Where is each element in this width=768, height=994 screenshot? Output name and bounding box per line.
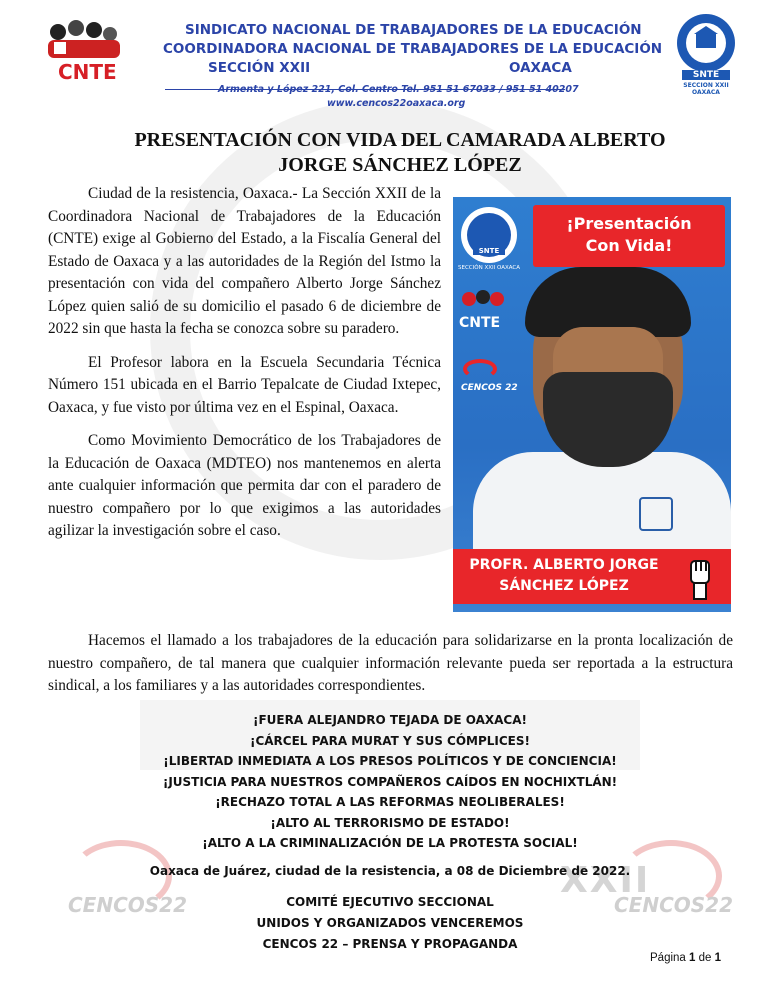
- slogan-item: ¡ALTO AL TERRORISMO DE ESTADO!: [270, 815, 510, 830]
- poster-headline: [533, 205, 725, 267]
- poster-cnte-text: CNTE: [459, 315, 501, 331]
- body-full: [48, 630, 733, 709]
- snte-logo: [668, 12, 744, 98]
- poster-name-1: PROFR. ALBERTO JORGE: [469, 557, 659, 573]
- signature-line-2: UNIDOS Y ORGANIZADOS VENCEREMOS: [256, 916, 524, 930]
- poster-portrait-shirt: [473, 452, 731, 552]
- raised-fist-icon: [675, 551, 725, 601]
- slogan-item: ¡FUERA ALEJANDRO TEJADA DE OAXACA!: [253, 713, 527, 727]
- title-line1: PRESENTACIÓN CON VIDA DEL CAMARADA ALBERTO: [134, 129, 666, 151]
- slogan-item: ¡ALTO A LA CRIMINALIZACIÓN DE LA PROTESTA SOCIAL!: [202, 836, 578, 850]
- page-number-sep: de: [698, 952, 712, 964]
- poster-name-2: SÁNCHEZ LÓPEZ: [499, 578, 629, 594]
- signature-line-3: CENCOS 22 – PRENSA Y PROPAGANDA: [262, 937, 518, 951]
- poster-snte-text: SNTE: [473, 247, 505, 255]
- poster-headline-1: ¡Presentación: [566, 214, 692, 233]
- snte-logo-sub2: OAXACA: [692, 89, 720, 96]
- header-address: Armenta y López 221, Col. Centro Tel. 951 51 67033 / 951 51 40207: [218, 84, 579, 95]
- closing-date: Oaxaca de Juárez, ciudad de la resistencia, a 08 de Diciembre de 2022.: [149, 864, 631, 878]
- missing-person-poster: [453, 197, 731, 612]
- poster-name: [459, 555, 669, 597]
- snte-logo-sub1: SECCION XXII: [683, 82, 729, 89]
- page-number-total: 1: [714, 952, 722, 964]
- paragraph-2: El Profesor labora en la Escuela Secundaria Técnica Número 151 ubicada en el Barrio Tepalcate de Ciudad Ixtepec, Oaxaca, y fue visto por última vez en el Espinal, Oaxaca.: [48, 353, 441, 416]
- title-line2: JORGE SÁNCHEZ LÓPEZ: [278, 154, 522, 176]
- poster-cencos-text: CENCOS 22: [461, 383, 518, 393]
- watermark-cencos-left: CENCOS22: [68, 893, 187, 917]
- snte-logo-text: SNTE: [682, 70, 730, 80]
- paragraph-3: Como Movimiento Democrático de los Trabajadores de la Educación de Oaxaca (MDTEO) nos mantenemos en alerta ante cualquier información que permita dar con el paradero de nuestro compañero por lo que exigimos a las autoridades agilizar la investigación sobre el caso.: [48, 432, 441, 539]
- page-number-prefix: Página: [650, 952, 686, 964]
- header-line1: SINDICATO NACIONAL DE TRABAJADORES DE LA EDUCACIÓN: [185, 22, 642, 38]
- page-number-current: 1: [689, 952, 696, 964]
- slogan-item: ¡RECHAZO TOTAL A LAS REFORMAS NEOLIBERALES!: [215, 795, 565, 809]
- page-number: [650, 952, 721, 964]
- body-column: [48, 183, 441, 554]
- poster-cencos-swirl: [463, 359, 497, 379]
- header-section: SECCIÓN XXII: [208, 60, 311, 76]
- header-state: OAXACA: [509, 60, 572, 76]
- poster-snte-sub: SECCIÓN XXII OAXACA: [457, 265, 521, 271]
- header-line2: COORDINADORA NACIONAL DE TRABAJADORES DE LA EDUCACIÓN: [163, 41, 663, 57]
- watermark-xxii: XXII: [560, 860, 651, 901]
- slogan-item: ¡JUSTICIA PARA NUESTROS COMPAÑEROS CAÍDOS EN NOCHIXTLÁN!: [162, 774, 618, 789]
- header-website: www.cencos22oaxaca.org: [327, 98, 466, 109]
- poster-headline-2: Con Vida!: [585, 236, 673, 255]
- signature-line-1: COMITÉ EJECUTIVO SECCIONAL: [286, 895, 494, 909]
- cnte-logo: [40, 18, 132, 88]
- cnte-logo-text: CNTE: [58, 60, 117, 84]
- slogan-item: ¡LIBERTAD INMEDIATA A LOS PRESOS POLÍTICOS Y DE CONCIENCIA!: [163, 754, 617, 768]
- paragraph-1: Ciudad de la resistencia, Oaxaca.- La Sección XXII de la Coordinadora Nacional de Trabajadores de la Educación (CNTE) exige al Gobierno del Estado, a la Fiscalía General del Estado de Oaxaca y a las autoridades de la Región del Istmo la presentación con vida del compañero Alberto Jorge Sánchez López quien salió de su domicilio el pasado 6 de diciembre de 2022 sin que hasta la fecha se conozca sobre su paradero.: [48, 185, 441, 337]
- signature-block: [140, 892, 640, 955]
- slogans-list: [100, 710, 680, 854]
- paragraph-4: Hacemos el llamado a los trabajadores de la educación para solidarizarse en la pronta localización de nuestro compañero, de tal manera que cualquier información relevante pueda ser reportada a la estructura sindical, a los familiares y a las autoridades correspondientes.: [48, 632, 733, 694]
- slogan-item: ¡CÁRCEL PARA MURAT Y SUS CÓMPLICES!: [249, 733, 530, 748]
- poster-shirt-emblem: [639, 497, 673, 531]
- poster-snte-logo: [461, 207, 517, 263]
- page-title: [70, 128, 730, 178]
- poster-cnte-figures: [459, 287, 519, 313]
- watermark-cencos-right: CENCOS22: [614, 893, 733, 917]
